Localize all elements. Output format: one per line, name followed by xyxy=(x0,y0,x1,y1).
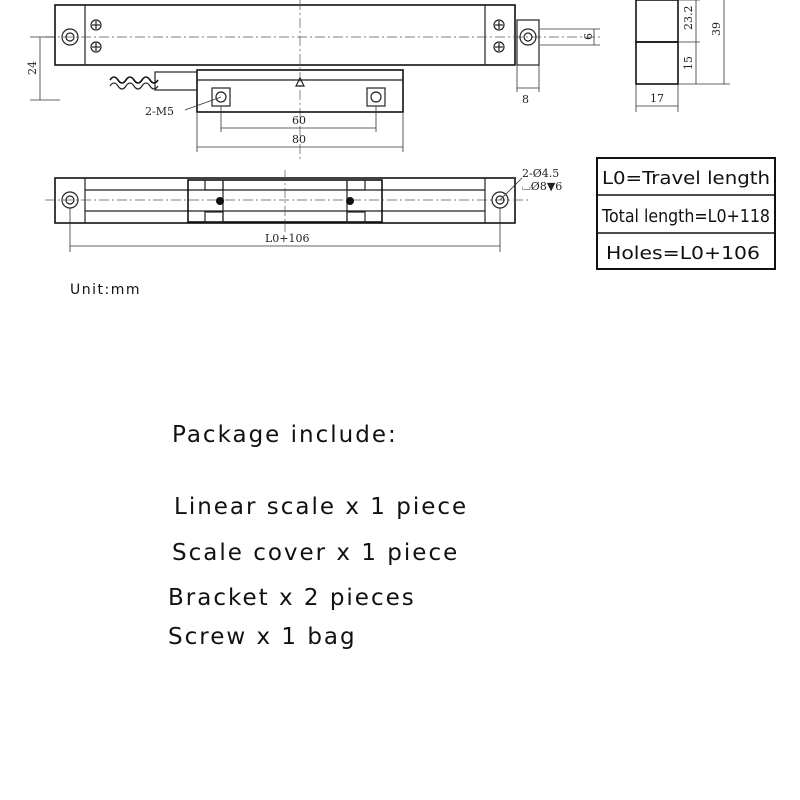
dim-l0-106: L0+106 xyxy=(265,232,310,245)
spec-total: Total length=L0+118 xyxy=(601,206,770,227)
package-item-linear-scale: Linear scale x 1 piece xyxy=(174,494,469,520)
dim-8: 8 xyxy=(522,93,529,106)
spec-holes: Holes=L0+106 xyxy=(606,243,760,264)
label-m5: 2-M5 xyxy=(145,105,174,118)
label-holes: 2-Ø4.5 xyxy=(522,167,560,180)
technical-drawing xyxy=(0,0,800,300)
spec-travel: L0=Travel length xyxy=(602,168,770,189)
dim-9: 9 xyxy=(581,33,594,40)
package-item-screw: Screw x 1 bag xyxy=(168,624,357,650)
spec-box xyxy=(597,158,775,269)
dim-23-2: 23.2 xyxy=(682,5,695,30)
dim-60: 60 xyxy=(292,114,306,127)
screw-icon xyxy=(91,20,101,52)
screw-icon xyxy=(494,20,504,52)
dim-80: 80 xyxy=(292,133,306,146)
dim-15: 15 xyxy=(682,56,695,70)
label-counterbore: ⌴Ø8▼6 xyxy=(522,180,563,193)
package-item-scale-cover: Scale cover x 1 piece xyxy=(172,540,460,566)
unit-label: Unit:mm xyxy=(70,282,141,298)
dim-24: 24 xyxy=(26,61,39,75)
dim-17: 17 xyxy=(650,92,664,105)
package-title: Package include: xyxy=(172,422,398,448)
package-item-bracket: Bracket x 2 pieces xyxy=(168,585,416,611)
dim-39: 39 xyxy=(710,22,723,36)
